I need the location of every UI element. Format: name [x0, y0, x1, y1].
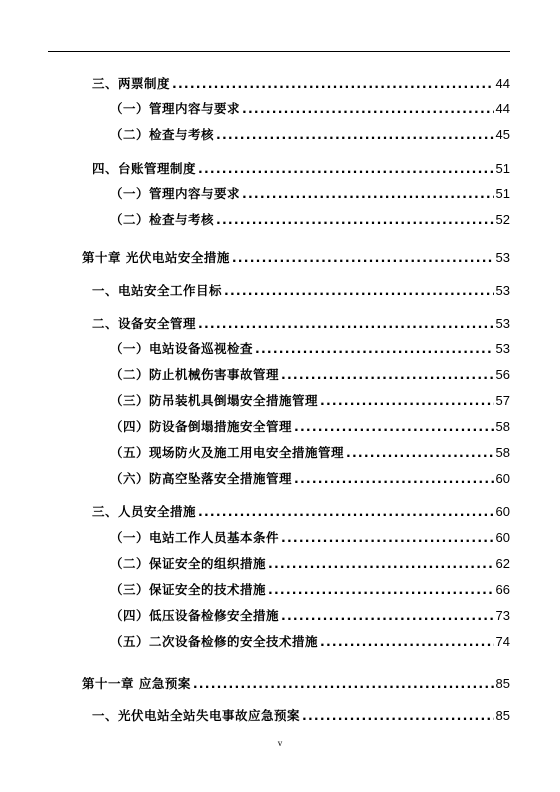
toc-entry-title: （一）管理内容与要求	[110, 101, 241, 116]
toc-entry-title: 三、人员安全措施	[92, 504, 197, 519]
toc-entry-page: 85	[495, 708, 510, 723]
toc-entry-page: 85	[495, 676, 510, 691]
dot-leader	[346, 445, 494, 460]
toc-entry-title: 三、两票制度	[92, 76, 171, 91]
dot-leader	[268, 556, 494, 571]
toc-entry-page: 73	[495, 608, 510, 623]
dot-leader	[268, 582, 494, 597]
toc-entry-title: （六）防高空坠落安全措施管理	[110, 471, 293, 486]
dot-leader	[242, 101, 494, 116]
dot-leader	[281, 530, 494, 545]
toc-entry[interactable]	[92, 502, 510, 522]
toc-entry[interactable]	[110, 210, 510, 230]
toc-entry-page: 58	[495, 445, 510, 460]
toc-entry[interactable]	[110, 125, 510, 145]
toc-entry[interactable]	[92, 706, 510, 726]
toc-entry[interactable]	[92, 74, 510, 94]
dot-leader	[232, 250, 494, 265]
dot-leader	[281, 608, 494, 623]
toc-entry[interactable]	[110, 554, 510, 574]
toc-entry-page: 53	[495, 316, 510, 331]
toc-entry[interactable]	[92, 314, 510, 334]
dot-leader	[216, 127, 494, 142]
toc-entry[interactable]	[110, 469, 510, 489]
toc-entry-page: 56	[495, 367, 510, 382]
toc-entry-page: 51	[495, 161, 510, 176]
toc-entry-title: （二）检查与考核	[110, 212, 215, 227]
toc-entry[interactable]	[110, 580, 510, 600]
toc-entry-page: 53	[495, 250, 510, 265]
toc-entry-title: 第十章 光伏电站安全措施	[82, 250, 230, 265]
page-number: v	[277, 738, 283, 748]
dot-leader	[198, 316, 494, 331]
toc-entry[interactable]	[110, 443, 510, 463]
toc-entry-title: （一）管理内容与要求	[110, 186, 241, 201]
toc-entry-title: （三）防吊装机具倒塌安全措施管理	[110, 393, 319, 408]
toc-entry-title: 一、电站安全工作目标	[92, 283, 223, 298]
toc-entry-page: 66	[495, 582, 510, 597]
toc-chapter-entry[interactable]	[82, 674, 510, 694]
toc-entry[interactable]	[110, 184, 510, 204]
dot-leader	[242, 186, 494, 201]
dot-leader	[294, 471, 494, 486]
dot-leader	[224, 283, 494, 298]
dot-leader	[198, 504, 494, 519]
toc-entry-page: 53	[495, 341, 510, 356]
dot-leader	[320, 634, 494, 649]
toc-entry-title: （一）电站设备巡视检查	[110, 341, 254, 356]
dot-leader	[172, 76, 494, 91]
toc-entry-page: 44	[495, 76, 510, 91]
toc-entry-title: （二）检查与考核	[110, 127, 215, 142]
toc-chapter-entry[interactable]	[82, 248, 510, 268]
toc-entry-title: （三）保证安全的技术措施	[110, 582, 267, 597]
toc-entry[interactable]	[110, 99, 510, 119]
toc-entry-title: （五）二次设备检修的安全技术措施	[110, 634, 319, 649]
toc-entry-title: （二）保证安全的组织措施	[110, 556, 267, 571]
dot-leader	[320, 393, 494, 408]
toc-entry-title: （四）防设备倒塌措施安全管理	[110, 419, 293, 434]
toc-entry[interactable]	[110, 632, 510, 652]
toc-entry-page: 62	[495, 556, 510, 571]
toc-entry-page: 60	[495, 530, 510, 545]
toc-entry-title: （一）电站工作人员基本条件	[110, 530, 280, 545]
toc-entry-title: （五）现场防火及施工用电安全措施管理	[110, 445, 345, 460]
toc-entry[interactable]	[92, 159, 510, 179]
toc-entry-page: 45	[495, 127, 510, 142]
toc-entry[interactable]	[110, 417, 510, 437]
header-rule	[48, 51, 510, 52]
toc-entry-page: 58	[495, 419, 510, 434]
toc-entry-page: 60	[495, 504, 510, 519]
toc-entry-page: 51	[495, 186, 510, 201]
toc-entry-title: 一、光伏电站全站失电事故应急预案	[92, 708, 301, 723]
toc-entry-title: 第十一章 应急预案	[82, 676, 191, 691]
toc-entry-page: 57	[495, 393, 510, 408]
toc-entry-title: （四）低压设备检修安全措施	[110, 608, 280, 623]
toc-entry-page: 44	[495, 101, 510, 116]
toc-entry-title: （二）防止机械伤害事故管理	[110, 367, 280, 382]
toc-entry-title: 四、台账管理制度	[92, 161, 197, 176]
toc-entry[interactable]	[110, 528, 510, 548]
toc-entry-page: 74	[495, 634, 510, 649]
toc-entry-title: 二、设备安全管理	[92, 316, 197, 331]
toc-entry[interactable]	[110, 339, 510, 359]
dot-leader	[281, 367, 494, 382]
toc-entry-page: 52	[495, 212, 510, 227]
dot-leader	[198, 161, 494, 176]
toc-entry[interactable]	[110, 391, 510, 411]
dot-leader	[294, 419, 494, 434]
toc-entry[interactable]	[110, 365, 510, 385]
dot-leader	[302, 708, 494, 723]
toc-entry[interactable]	[92, 281, 510, 301]
dot-leader	[216, 212, 494, 227]
dot-leader	[193, 676, 494, 691]
toc-entry-page: 60	[495, 471, 510, 486]
dot-leader	[255, 341, 494, 356]
toc-entry[interactable]	[110, 606, 510, 626]
toc-entry-page: 53	[495, 283, 510, 298]
